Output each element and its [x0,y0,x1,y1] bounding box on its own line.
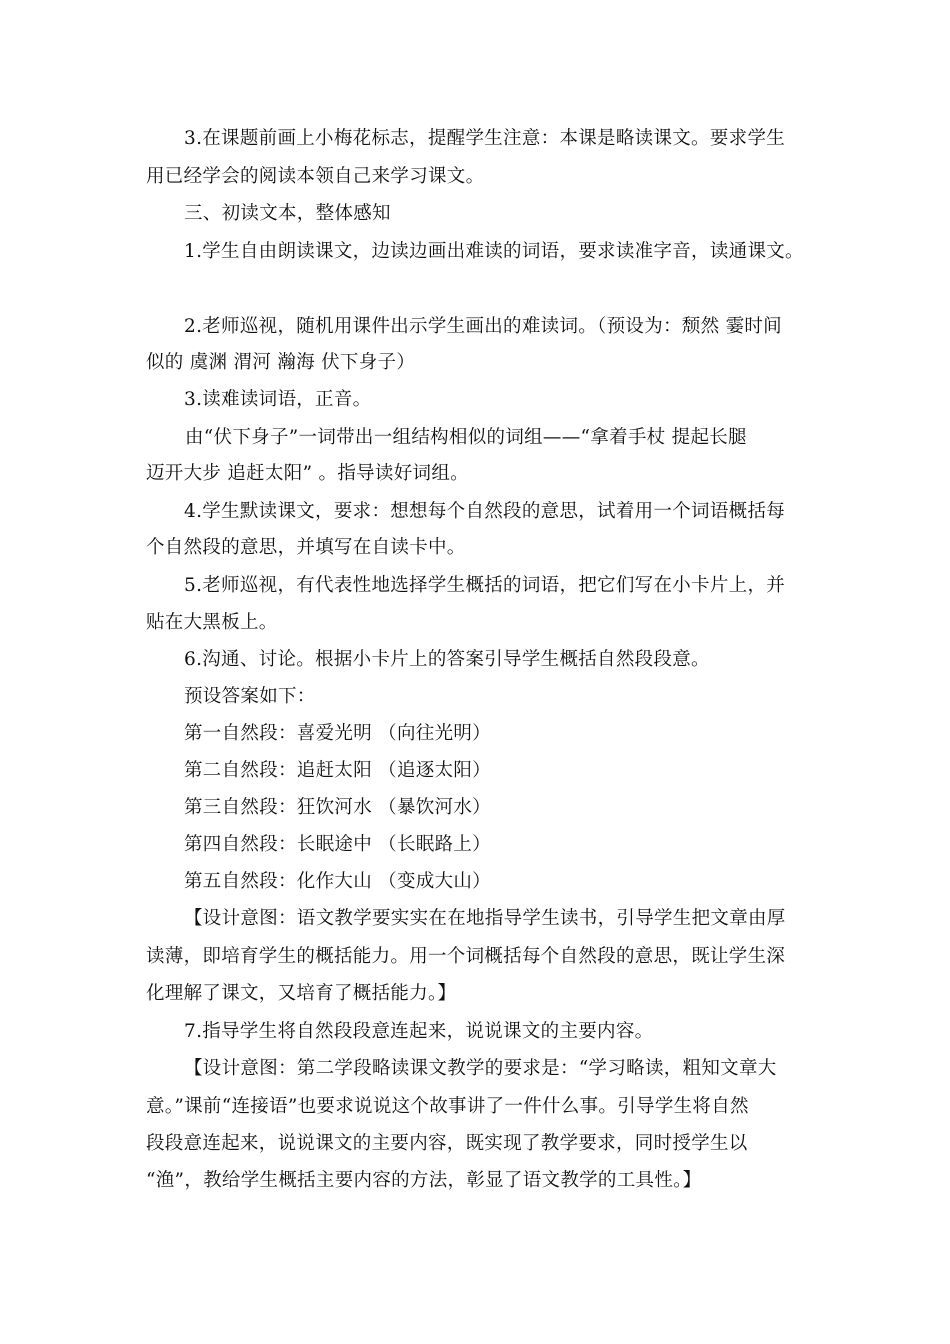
text-line: 贴在大黑板上。 [146,612,278,633]
text-line: 用已经学会的阅读本领自己来学习课文。 [146,166,485,187]
text-line: 1.学生自由朗读课文，边读边画出难读的词语，要求读准字音，读通课文。 [184,241,804,262]
text-line: 5.老师巡视，有代表性地选择学生概括的词语，把它们写在小卡片上，并 [184,575,786,596]
text-line: 个自然段的意思，并填写在自读卡中。 [146,537,466,558]
text-line: 读薄，即培育学生的概括能力。用一个词概括每个自然段的意思，既让学生深 [146,946,786,967]
text-line: 迈开大步 追赶太阳” 。指导读好词组。 [146,463,469,484]
text-line: “渔”，教给学生概括主要内容的方法，彰显了语文教学的工具性。】 [146,1170,702,1191]
text-line: 由“伏下身子”一词带出一组结构相似的词组——“拿着手杖 提起长腿 [185,427,747,448]
text-line: 似的 虞渊 渭河 瀚海 伏下身子） [146,352,416,373]
text-line: 【设计意图：语文教学要实实在在地指导学生读书，引导学生把文章由厚 [184,908,786,929]
answer-line: 第一自然段：喜爱光明 （向往光明） [184,723,491,744]
text-line: 化理解了课文，又培育了概括能力。】 [146,983,457,1004]
answer-line: 第三自然段：狂饮河水 （暴饮河水） [184,797,491,818]
text-line: 意。”课前“连接语”也要求说说这个故事讲了一件什么事。引导学生将自然 [146,1096,749,1117]
text-line: 2.老师巡视，随机用课件出示学生画出的难读词。（预设为：颓然 霎时间 [184,316,782,337]
answer-line: 第五自然段：化作大山 （变成大山） [184,871,491,892]
text-line: 段段意连起来，说说课文的主要内容，既实现了教学要求，同时授学生以 [146,1133,748,1154]
text-line: 3.在课题前画上小梅花标志，提醒学生注意：本课是略读课文。要求学生 [184,128,786,149]
answer-line: 第四自然段：长眠途中 （长眠路上） [184,834,491,855]
answer-line: 第二自然段：追赶太阳 （追逐太阳） [184,760,491,781]
text-line: 7.指导学生将自然段段意连起来，说说课文的主要内容。 [184,1021,654,1042]
text-line: 预设答案如下： [184,686,316,707]
text-line: 【设计意图：第二学段略读课文教学的要求是：“学习略读，粗知文章大 [184,1058,777,1079]
text-line: 3.读难读词语，正音。 [184,389,372,410]
section-heading: 三、初读文本，整体感知 [184,203,391,224]
text-line: 4.学生默读课文，要求：想想每个自然段的意思，试着用一个词语概括每 [184,501,786,522]
text-line: 6.沟通、讨论。根据小卡片上的答案引导学生概括自然段段意。 [184,649,710,670]
